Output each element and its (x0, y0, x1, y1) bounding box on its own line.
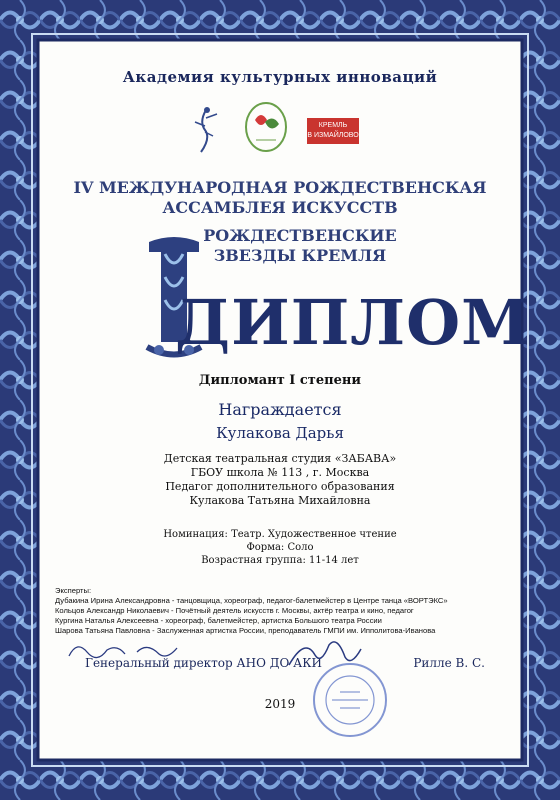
expert-item: Дубакина Ирина Александровна - танцовщица, хореограф, педагог-балетмейстер в Центре танца «ВОРТЭКС» (55, 596, 448, 605)
award-degree: Дипломант I степени (198, 373, 362, 388)
logos-row (55, 98, 505, 158)
dancer-logo-icon (191, 106, 221, 156)
teacher-name: Кулакова Татьяна Михайловна (189, 494, 371, 507)
event-title-line2: АССАМБЛЕЯ ИСКУССТВ (162, 198, 398, 217)
experts-list (55, 586, 505, 636)
studio-info (55, 452, 505, 508)
expert-item: Шарова Татьяна Павловна - Заслуженная артистка России, преподаватель ГМПИ им. Ипполитова-Иванова (55, 626, 436, 635)
age-group-line: Возрастная группа: 11-14 лет (201, 555, 359, 566)
experts-heading: Эксперты: (55, 586, 92, 595)
event-subtitle-line2: ЗВЕЗДЫ КРЕМЛЯ (213, 246, 387, 265)
director-title: Генеральный директор АНО ДО АКИ (85, 656, 322, 670)
event-subtitle (55, 226, 505, 266)
organization-name: Академия культурных инноваций (122, 68, 438, 86)
masks-logo-icon (241, 100, 291, 158)
director-name: Рилле В. С. (413, 656, 485, 670)
recipient-name: Кулакова Дарья (216, 424, 344, 442)
form-line: Форма: Соло (246, 542, 314, 553)
diploma-year: 2019 (264, 697, 296, 711)
school-name: ГБОУ школа № 113 , г. Москва (190, 466, 370, 479)
nomination-line: Номинация: Театр. Художественное чтение (163, 529, 397, 540)
event-title-line1: IV МЕЖДУНАРОДНАЯ РОЖДЕСТВЕНСКАЯ (73, 178, 487, 197)
awarded-label: Награждается (218, 400, 342, 419)
kreml-logo-line2: В ИЗМАЙЛОВО (307, 132, 359, 139)
event-subtitle-line1: РОЖДЕСТВЕНСКИЕ (203, 226, 397, 245)
teacher-role: Педагог дополнительного образования (165, 480, 395, 493)
event-title (55, 178, 505, 218)
expert-item: Кургина Наталья Алексеевна - хореограф, балетмейстер, артистка Большого театра России (55, 616, 382, 625)
studio-name: Детская театральная студия «ЗАБАВА» (163, 452, 397, 465)
kreml-logo-line1: КРЕМЛЬ (318, 122, 348, 129)
diploma-title: ДИПЛОМ (175, 286, 531, 359)
nomination-info (55, 528, 505, 567)
diploma-body (55, 60, 531, 750)
kreml-izmailovo-logo (307, 118, 359, 144)
expert-item: Кольцов Александр Николаевич - Почётный деятель искусств г. Москвы, актёр театра и кино, педагог (55, 606, 414, 615)
